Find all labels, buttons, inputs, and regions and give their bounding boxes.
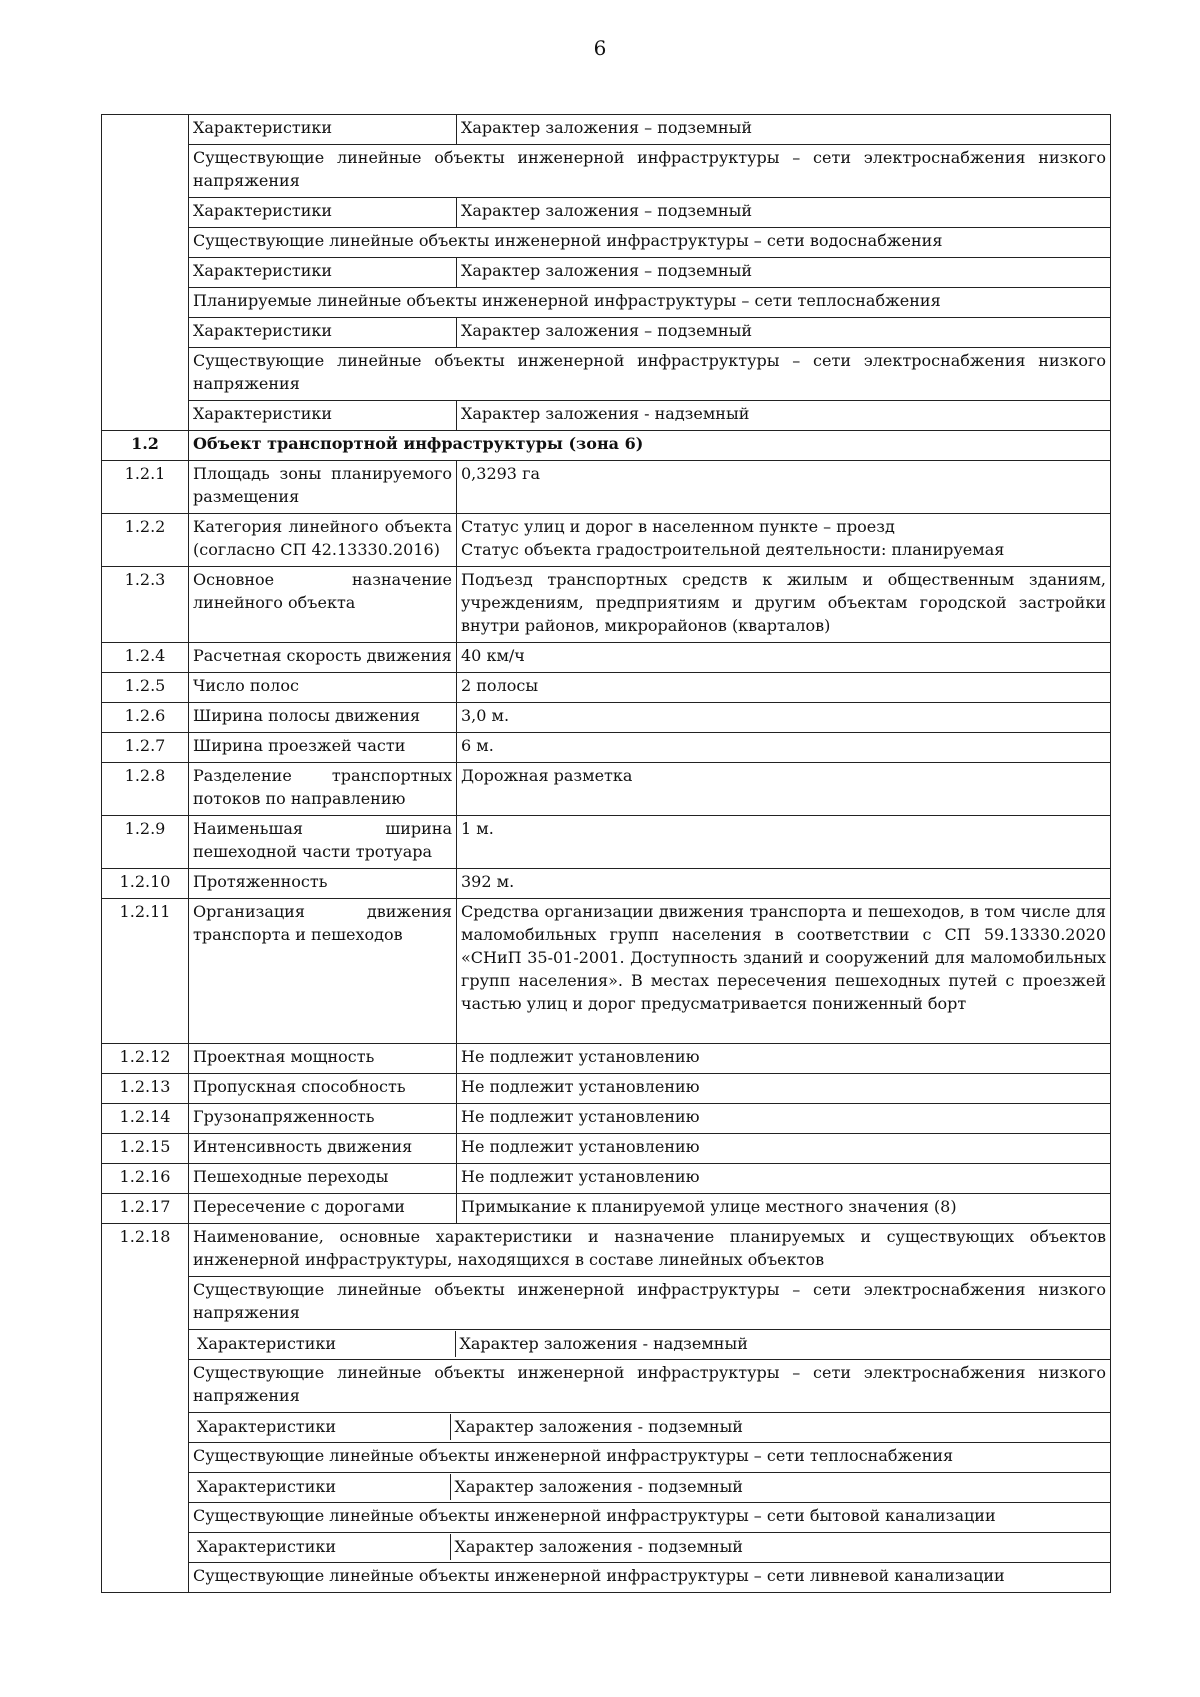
label-cell: Характеристики [189, 198, 457, 228]
row-value: Средства организации движения транспорта и пешеходов, в том числе для маломобильных групп населения в соответствии с СП 59.13330.2020 «СНиП 35-01-2001. Доступность зданий и сооружений для маломобильных групп населения». В местах пересечения пешеходных путей с проезжей частью улиц и дорог предусматривается пониженный борт [457, 899, 1111, 1044]
row-name: Наименьшая ширина пешеходной части тротуара [189, 816, 457, 869]
value-cell: Характер заложения - надземный [459, 1334, 748, 1353]
characteristics-row [189, 1533, 1111, 1563]
row-value-line: Статус улиц и дорог в населенном пункте – проезд [461, 517, 895, 536]
row-value: Не подлежит установлению [457, 1044, 1111, 1074]
row-name: Организация движения транспорта и пешеходов [189, 899, 457, 1044]
row-number: 1.2.17 [102, 1194, 189, 1224]
row-number: 1.2.14 [102, 1104, 189, 1134]
characteristics-row [189, 1330, 1111, 1360]
row-value-line: Статус объекта градостроительной деятельности: планируемая [461, 540, 1005, 559]
characteristics-table [101, 114, 1111, 1593]
row-value: 0,3293 га [457, 461, 1111, 514]
network-description: Существующие линейные объекты инженерной инфраструктуры – сети ливневой канализации [189, 1563, 1111, 1593]
value-cell: Характер заложения – подземный [457, 258, 1111, 288]
row-number: 1.2.1 [102, 461, 189, 514]
section-number: 1.2 [102, 431, 189, 461]
row-name: Грузонапряженность [189, 1104, 457, 1134]
row-value [457, 514, 1111, 567]
row-value: Не подлежит установлению [457, 1164, 1111, 1194]
row-value: 392 м. [457, 869, 1111, 899]
value-cell: Характер заложения - подземный [454, 1537, 743, 1556]
label-cell: Характеристики [189, 258, 457, 288]
row-value: Дорожная разметка [457, 763, 1111, 816]
characteristics-row [189, 1473, 1111, 1503]
network-description: Существующие линейные объекты инженерной инфраструктуры – сети электроснабжения низкого напряжения [189, 348, 1111, 401]
row-number: 1.2.9 [102, 816, 189, 869]
row-number: 1.2.11 [102, 899, 189, 1044]
row-name: Пешеходные переходы [189, 1164, 457, 1194]
network-description: Существующие линейные объекты инженерной инфраструктуры – сети электроснабжения низкого напряжения [189, 145, 1111, 198]
row-value: 1 м. [457, 816, 1111, 869]
section-title: Объект транспортной инфраструктуры (зона 6) [189, 431, 1111, 461]
row-number: 1.2.4 [102, 643, 189, 673]
row-number: 1.2.7 [102, 733, 189, 763]
row-name: Площадь зоны планируемого размещения [189, 461, 457, 514]
value-cell: Характер заложения - подземный [454, 1477, 743, 1496]
page-number: 6 [593, 36, 607, 60]
row-number: 1.2.12 [102, 1044, 189, 1074]
row-name: Ширина проезжей части [189, 733, 457, 763]
network-description: Планируемые линейные объекты инженерной инфраструктуры – сети теплоснабжения [189, 288, 1111, 318]
value-cell: Характер заложения – подземный [457, 115, 1111, 145]
row-name: Протяженность [189, 869, 457, 899]
label-cell: Характеристики [193, 1414, 450, 1440]
row-name: Разделение транспортных потоков по направлению [189, 763, 457, 816]
row-name: Число полос [189, 673, 457, 703]
network-description: Существующие линейные объекты инженерной инфраструктуры – сети бытовой канализации [189, 1503, 1111, 1533]
row-number: 1.2.10 [102, 869, 189, 899]
row-title: Наименование, основные характеристики и назначение планируемых и существующих объектов инженерной инфраструктуры, находящихся в составе линейных объектов [189, 1224, 1111, 1277]
row-name: Пересечение с дорогами [189, 1194, 457, 1224]
row-name: Пропускная способность [189, 1074, 457, 1104]
row-number: 1.2.5 [102, 673, 189, 703]
row-number: 1.2.3 [102, 567, 189, 643]
network-description: Существующие линейные объекты инженерной инфраструктуры – сети электроснабжения низкого напряжения [189, 1360, 1111, 1413]
row-name: Основное назначение линейного объекта [189, 567, 457, 643]
value-cell: Характер заложения - надземный [457, 401, 1111, 431]
row-number: 1.2.18 [102, 1224, 189, 1593]
row-value: Не подлежит установлению [457, 1104, 1111, 1134]
value-cell: Характер заложения - подземный [454, 1417, 743, 1436]
network-description: Существующие линейные объекты инженерной инфраструктуры – сети теплоснабжения [189, 1443, 1111, 1473]
row-name: Категория линейного объекта (согласно СП 42.13330.2016) [189, 514, 457, 567]
row-number: 1.2.8 [102, 763, 189, 816]
row-name: Ширина полосы движения [189, 703, 457, 733]
row-value: 2 полосы [457, 673, 1111, 703]
network-description: Существующие линейные объекты инженерной инфраструктуры – сети электроснабжения низкого напряжения [189, 1277, 1111, 1330]
row-value: Не подлежит установлению [457, 1134, 1111, 1164]
row-value: Не подлежит установлению [457, 1074, 1111, 1104]
row-number: 1.2.6 [102, 703, 189, 733]
label-cell: Характеристики [189, 115, 457, 145]
characteristics-row [189, 1413, 1111, 1443]
label-cell: Характеристики [193, 1534, 450, 1560]
row-value: 3,0 м. [457, 703, 1111, 733]
row-value: Примыкание к планируемой улице местного значения (8) [457, 1194, 1111, 1224]
row-name: Расчетная скорость движения [189, 643, 457, 673]
row-value: Подъезд транспортных средств к жилым и общественным зданиям, учреждениям, предприятиям и другим объектам городской застройки внутри районов, микрорайонов (кварталов) [457, 567, 1111, 643]
label-cell: Характеристики [189, 318, 457, 348]
row-name: Интенсивность движения [189, 1134, 457, 1164]
row-number: 1.2.15 [102, 1134, 189, 1164]
row-value: 6 м. [457, 733, 1111, 763]
network-description: Существующие линейные объекты инженерной инфраструктуры – сети водоснабжения [189, 228, 1111, 258]
label-cell: Характеристики [193, 1331, 455, 1357]
row-number: 1.2.13 [102, 1074, 189, 1104]
value-cell: Характер заложения – подземный [457, 318, 1111, 348]
row-name: Проектная мощность [189, 1044, 457, 1074]
continuation-number-cell [102, 115, 189, 431]
row-value: 40 км/ч [457, 643, 1111, 673]
row-number: 1.2.16 [102, 1164, 189, 1194]
label-cell: Характеристики [193, 1474, 450, 1500]
value-cell: Характер заложения – подземный [457, 198, 1111, 228]
row-number: 1.2.2 [102, 514, 189, 567]
label-cell: Характеристики [189, 401, 457, 431]
